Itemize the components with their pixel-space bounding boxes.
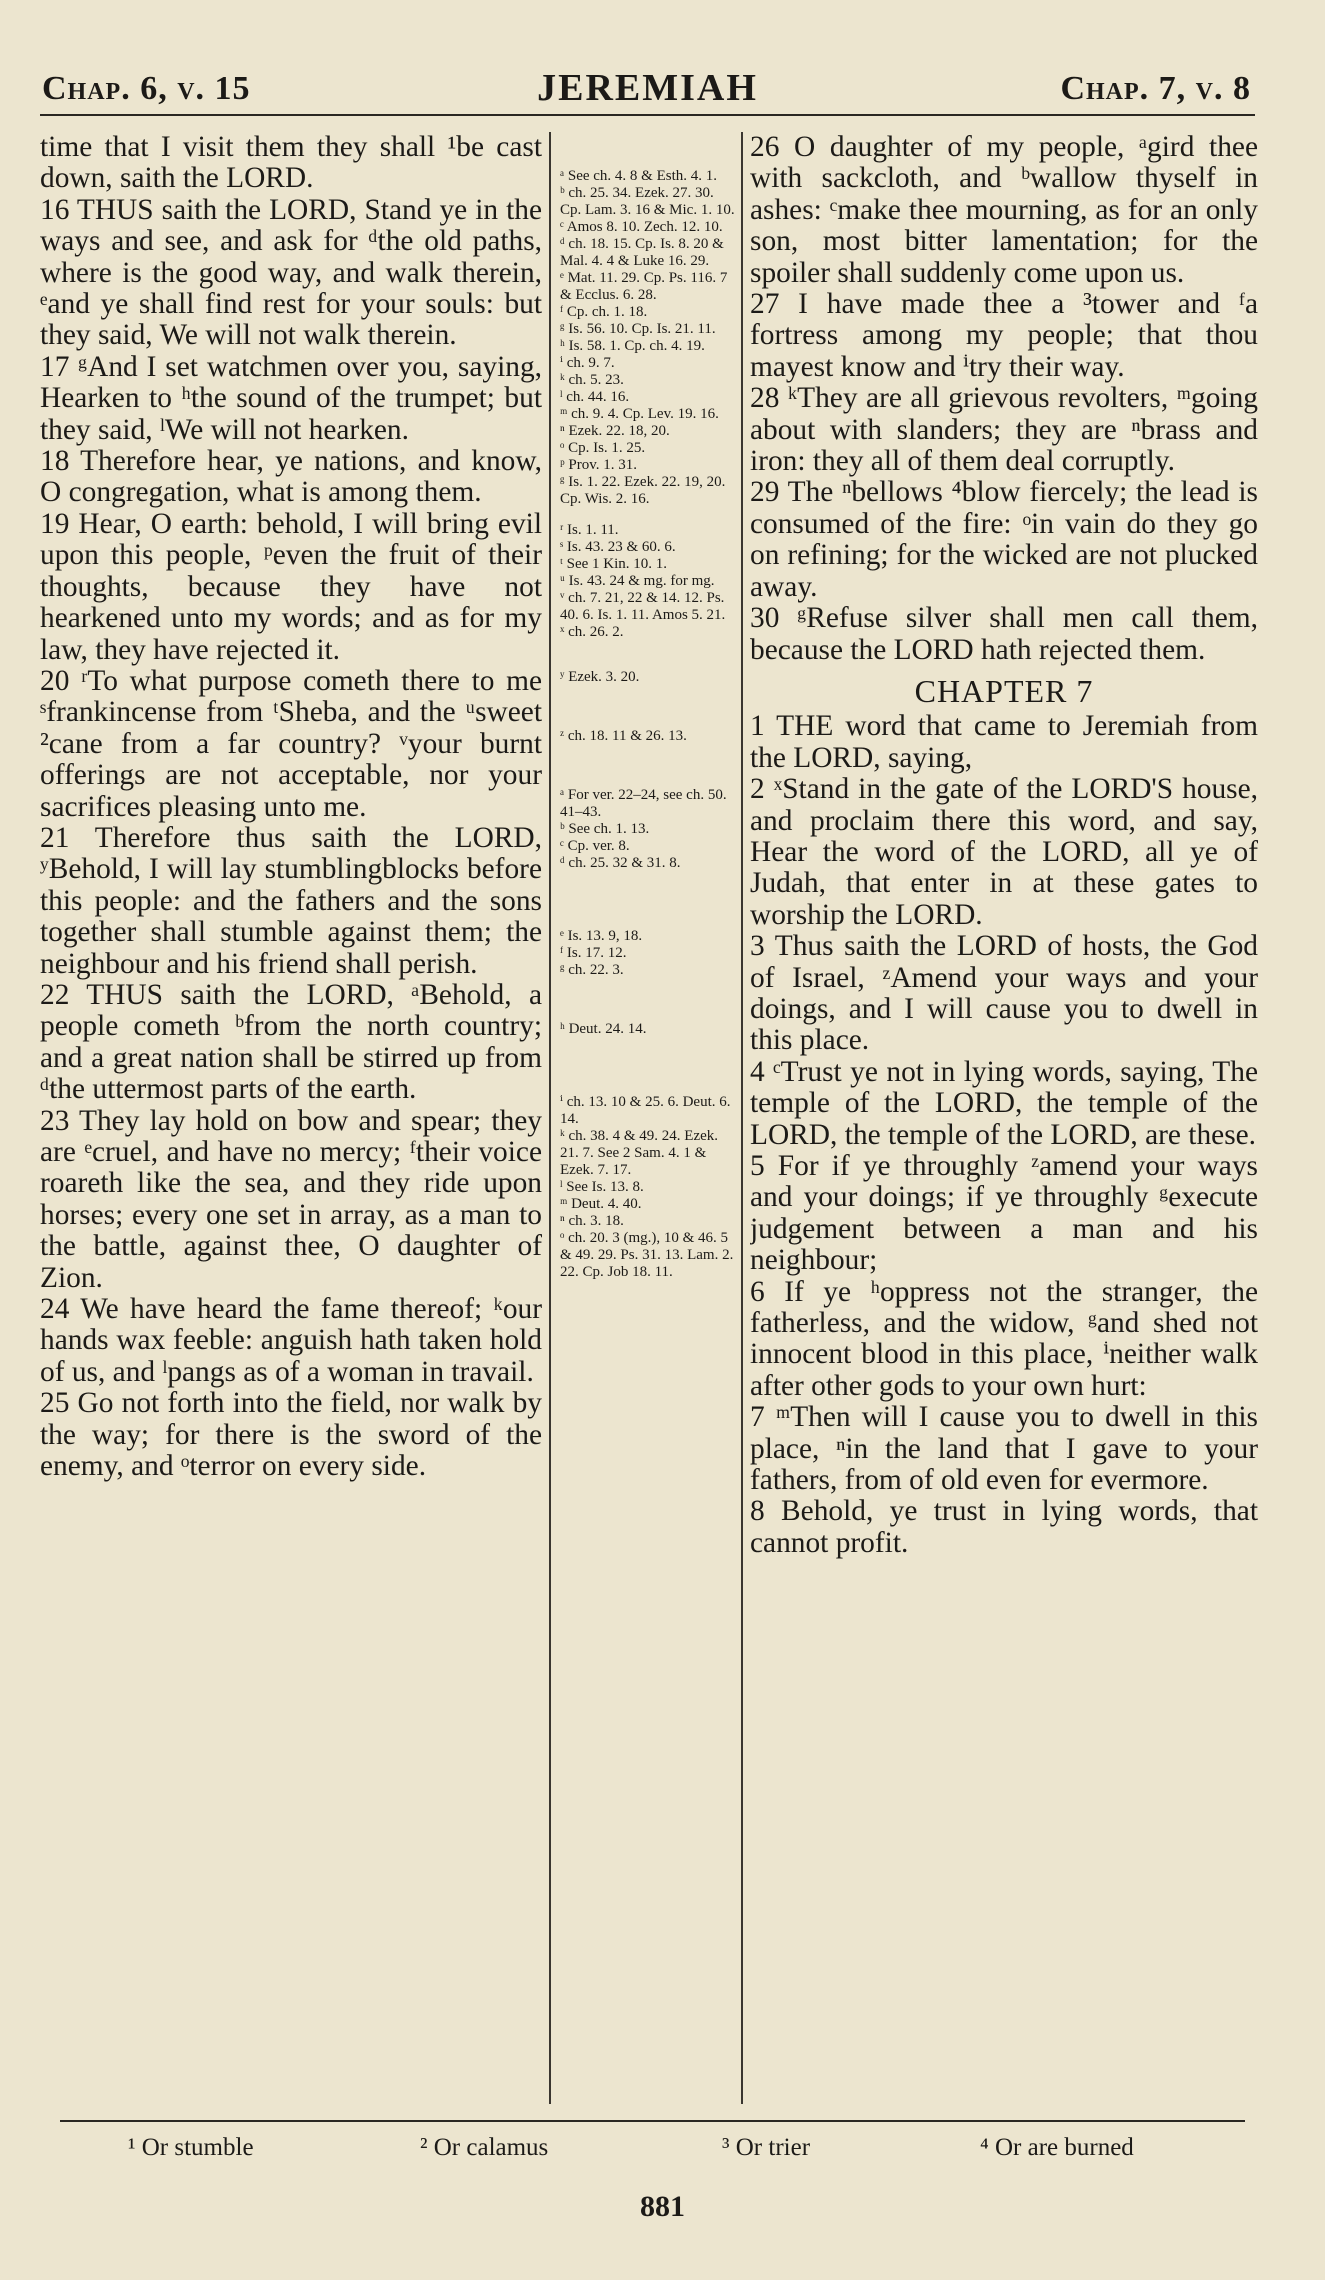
marginal-reference: ᶜ Amos 8. 10. Zech. 12. 10.: [560, 219, 723, 235]
footnote: ¹ Or stumble: [128, 2134, 254, 2161]
verse-paragraph: 21 Therefore thus saith the LORD, ʸBehold, I will lay stumblingblocks before this people: and the fathers and the sons together shall stumble against them; the neighbour and his friend shall perish.: [40, 821, 542, 980]
verse-paragraph: 3 Thus saith the LORD of hosts, the God of Israel, ᶻAmend your ways and your doings, and I will cause you to dwell in this place.: [750, 930, 1258, 1057]
footnotes: [0, 2134, 1325, 2174]
marginal-reference: ᵉ Is. 13. 9, 18.: [560, 928, 643, 944]
marginal-reference: ᵛ ch. 7. 21, 22 & 14. 12. Ps. 40. 6. Is. 1. 11. Amos 5. 21.: [560, 590, 726, 623]
verse-paragraph: 27 I have made thee a ³tower and ᶠa fortress among my people; that thou mayest know and ⁱtry their way.: [750, 288, 1258, 383]
marginal-reference: ʰ Is. 58. 1. Cp. ch. 4. 19.: [560, 338, 705, 354]
verse-paragraph: 28 ᵏThey are all grievous revolters, ᵐgoing about with slanders; they are ⁿbrass and iron: they all of them deal corruptly.: [750, 382, 1258, 478]
verse-paragraph: 1 THE word that came to Jeremiah from the LORD, saying,: [750, 710, 1258, 774]
marginal-reference: ˢ Is. 43. 23 & 60. 6.: [560, 539, 676, 555]
marginal-reference: ᶻ ch. 18. 11 & 26. 13.: [560, 728, 687, 744]
marginal-reference: ᵐ Deut. 4. 40.: [560, 1196, 642, 1212]
marginal-reference: ʸ Ezek. 3. 20.: [560, 669, 640, 685]
left-text-column: [40, 132, 542, 2104]
verse-paragraph: 8 Behold, ye trust in lying words, that cannot profit.: [750, 1495, 1258, 1559]
verse-paragraph: 19 Hear, O earth: behold, I will bring evil upon this people, ᵖeven the fruit of their thoughts, because they have not hearkened unto my words; and as for my law, they have rejected it.: [40, 507, 542, 666]
marginal-reference: ᵇ See ch. 1. 13.: [560, 821, 650, 837]
header-left-reference: Chap. 6, v. 15: [42, 70, 251, 107]
column-divider: [741, 132, 743, 2104]
column-divider: [549, 132, 551, 2104]
verse-paragraph: 23 They lay hold on bow and spear; they are ᵉcruel, and have no mercy; ᶠtheir voice roareth like the sea, and they ride upon horses; every one set in array, as a man to the battle, against thee, O daughter of Zion.: [40, 1104, 542, 1294]
verse-paragraph: 30 ᵍRefuse silver shall men call them, because the LORD hath rejected them.: [750, 602, 1258, 666]
marginal-reference: ⁿ Ezek. 22. 18, 20.: [560, 423, 670, 439]
marginal-reference: ᵘ Is. 43. 24 & mg. for mg.: [560, 573, 715, 589]
marginal-reference: ʰ Deut. 24. 14.: [560, 1021, 647, 1037]
footnote: ⁴ Or are burned: [980, 2134, 1134, 2161]
verse-paragraph: 6 If ye ʰoppress not the stranger, the fatherless, and the widow, ᵍand shed not innocent blood in this place, ⁱneither walk after other gods to your own hurt:: [750, 1275, 1258, 1402]
running-header: [40, 60, 1255, 120]
marginal-reference: ᵐ ch. 9. 4. Cp. Lev. 19. 16.: [560, 406, 719, 422]
chapter-heading: CHAPTER 7: [914, 672, 1094, 709]
marginal-reference: ᵒ Cp. Is. 1. 25.: [560, 440, 646, 456]
marginal-reference: ᶠ Is. 17. 12.: [560, 945, 627, 961]
verse-paragraph: 26 O daughter of my people, ᵃgird thee with sackcloth, and ᵇwallow thyself in ashes: ᶜmake thee mourning, as for an only son, most bitter lamentation; for the spoiler shall suddenly come upon us.: [750, 132, 1258, 289]
marginal-reference: ᵍ ch. 22. 3.: [560, 962, 624, 978]
header-book-title: JEREMIAH: [537, 67, 758, 109]
verse-paragraph: 18 Therefore hear, ye nations, and know, O congregation, what is among them.: [40, 445, 542, 509]
verse-paragraph: 17 ᵍAnd I set watchmen over you, saying, Hearken to ʰthe sound of the trumpet; but they said, ˡWe will not hearken.: [40, 350, 542, 446]
marginal-reference: ᵏ ch. 5. 23.: [560, 372, 624, 388]
verse-paragraph: 22 THUS saith the LORD, ᵃBehold, a people cometh ᵇfrom the north country; and a great nation shall be stirred up from ᵈthe uttermost parts of the earth.: [40, 978, 542, 1106]
verse-paragraph: 16 THUS saith the LORD, Stand ye in the ways and see, and ask for ᵈthe old paths, where is the good way, and walk therein, ᵉand ye shall find rest for your souls: but they said, We will not walk therein.: [40, 193, 542, 352]
marginal-reference: ᵃ See ch. 4. 8 & Esth. 4. 1.: [560, 168, 718, 184]
marginal-reference: ᵈ ch. 25. 32 & 31. 8.: [560, 855, 681, 871]
verse-paragraph: 7 ᵐThen will I cause you to dwell in this place, ⁿin the land that I gave to your fathers, from of old even for evermore.: [750, 1401, 1258, 1497]
footnote: ³ Or trier: [722, 2134, 811, 2161]
page-number: 881: [640, 2190, 685, 2223]
marginal-reference: ᵉ Mat. 11. 29. Cp. Ps. 116. 7 & Ecclus. 6. 28.: [560, 270, 728, 303]
marginal-reference: ᵗ See 1 Kin. 10. 1.: [560, 556, 668, 572]
marginal-reference: ⁱ ch. 13. 10 & 25. 6. Deut. 6. 14.: [560, 1094, 731, 1127]
marginal-reference: ᵍ Is. 56. 10. Cp. Is. 21. 11.: [560, 321, 716, 337]
verse-paragraph: 5 For if ye throughly ᶻamend your ways and your doings; if ye throughly ᵍexecute judgement between a man and his neighbour;: [750, 1150, 1258, 1277]
marginal-reference: ᵍ Is. 1. 22. Ezek. 22. 19, 20. Cp. Wis. 2. 16.: [560, 474, 726, 507]
verse-paragraph: 20 ʳTo what purpose cometh there to me ˢfrankincense from ᵗSheba, and the ᵘsweet ²cane from a far country? ᵛyour burnt offerings are not acceptable, nor your sacrifices pleasing unto me.: [40, 664, 542, 823]
marginal-reference: ᵃ For ver. 22–24, see ch. 50. 41–43.: [560, 787, 727, 820]
footnote-rule: [60, 2120, 1245, 2122]
marginal-reference: ˣ ch. 26. 2.: [560, 624, 624, 640]
verse-paragraph: time that I visit them they shall ¹be cast down, saith the LORD.: [40, 132, 542, 195]
marginal-reference: ᵈ ch. 18. 15. Cp. Is. 8. 20 & Mal. 4. 4 & Luke 16. 29.: [560, 236, 724, 269]
header-rule: [40, 114, 1255, 116]
marginal-reference: ⁱ ch. 9. 7.: [560, 355, 615, 371]
footnote: ² Or calamus: [420, 2134, 549, 2161]
marginal-reference: ᵖ Prov. 1. 31.: [560, 457, 638, 473]
marginal-reference: ⁿ ch. 3. 18.: [560, 1213, 624, 1229]
marginal-reference: ˡ ch. 44. 16.: [560, 389, 630, 405]
header-right-reference: Chap. 7, v. 8: [1060, 70, 1251, 107]
marginal-reference: ᶠ Cp. ch. 1. 18.: [560, 304, 648, 320]
marginal-reference: ʳ Is. 1. 11.: [560, 522, 619, 538]
marginal-reference: ˡ See Is. 13. 8.: [560, 1179, 644, 1195]
marginal-reference: ᵇ ch. 25. 34. Ezek. 27. 30. Cp. Lam. 3. 16 & Mic. 1. 10.: [560, 185, 735, 218]
marginal-reference: ᵏ ch. 38. 4 & 49. 24. Ezek. 21. 7. See 2 Sam. 4. 1 & Ezek. 7. 17.: [560, 1128, 719, 1178]
marginal-reference: ᵒ ch. 20. 3 (mg.), 10 & 46. 5 & 49. 29. Ps. 31. 13. Lam. 2. 22. Cp. Job 18. 11.: [560, 1230, 734, 1280]
verse-paragraph: 2 ˣStand in the gate of the LORD'S house, and proclaim there this word, and say, Hear the word of the LORD, all ye of Judah, that enter in at these gates to worship the LORD.: [750, 773, 1258, 931]
right-text-column: [750, 132, 1258, 2104]
verse-paragraph: 25 Go not forth into the field, nor walk by the way; for there is the sword of the enemy, and ᵒterror on every side.: [40, 1387, 542, 1483]
marginal-reference: ᶜ Cp. ver. 8.: [560, 838, 630, 854]
verse-paragraph: 4 ᶜTrust ye not in lying words, saying, The temple of the LORD, the temple of the LORD, the temple of the LORD, are these.: [750, 1055, 1258, 1151]
verse-paragraph: 29 The ⁿbellows ⁴blow fiercely; the lead is consumed of the fire: ᵒin vain do they go on refining; for the wicked are not plucked away.: [750, 476, 1258, 603]
marginal-references-column: [560, 168, 736, 2108]
verse-paragraph: 24 We have heard the fame thereof; ᵏour hands wax feeble: anguish hath taken hold of us, and ˡpangs as of a woman in travail.: [40, 1293, 542, 1388]
